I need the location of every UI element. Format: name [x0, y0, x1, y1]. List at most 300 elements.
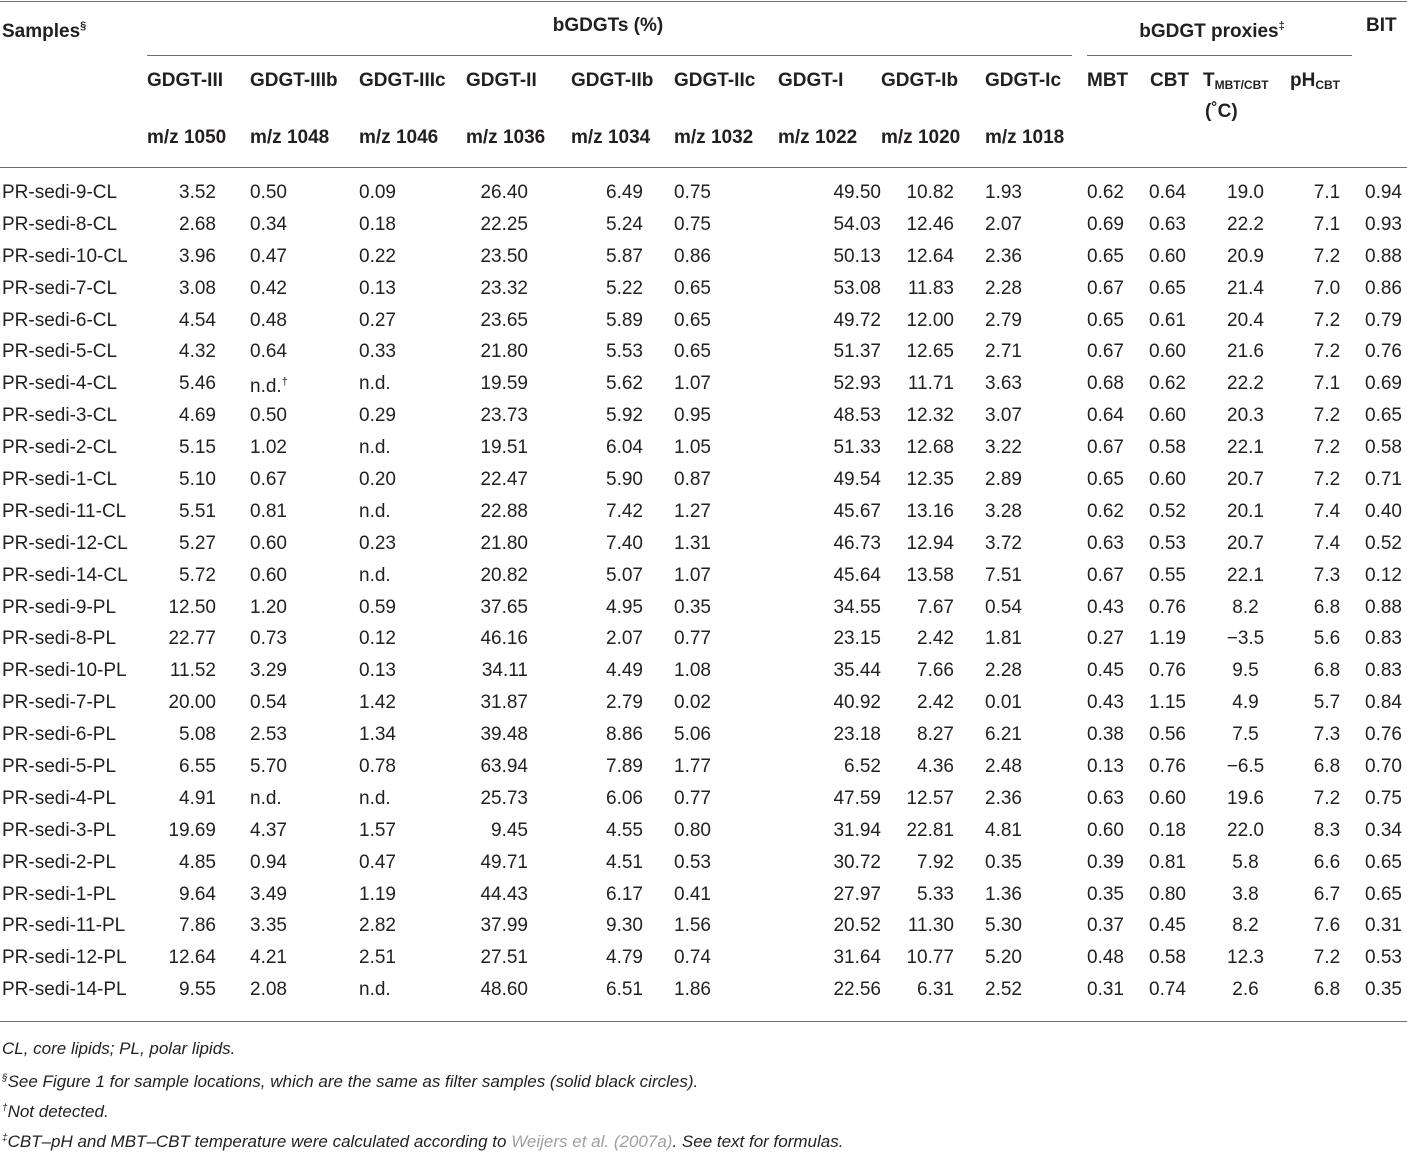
cell-gdgt-iii: 7.86 [179, 915, 216, 937]
table-row [0, 336, 1407, 368]
cell-sample: PR-sedi-6-PL [2, 724, 117, 746]
cell-ph-cbt: 7.1 [1313, 213, 1341, 235]
cell-gdgt-iii: 22.77 [168, 628, 216, 650]
cell-cbt: 0.65 [1149, 277, 1186, 299]
cell-gdgt-iiic: 0.78 [359, 755, 396, 777]
cell-gdgt-iib: 6.04 [606, 437, 643, 459]
cell-cbt: 0.18 [1149, 819, 1186, 841]
cell-bit: 0.84 [1365, 692, 1402, 714]
cell-gdgt-iiib: 0.60 [250, 564, 287, 586]
cell-ph-cbt: 7.4 [1313, 532, 1341, 554]
col-mz-1032: m/z 1032 [674, 127, 754, 148]
cell-gdgt-ic: 0.35 [985, 851, 1022, 873]
cell-bit: 0.52 [1365, 532, 1402, 554]
cell-bit: 0.58 [1365, 437, 1402, 459]
cell-gdgt-iii: 3.96 [179, 245, 216, 267]
cell-t-mbt-cbt: 20.7 [1227, 532, 1264, 554]
cell-gdgt-ic: 7.51 [985, 564, 1022, 586]
col-mz-1050: m/z 1050 [147, 127, 227, 148]
cell-cbt: 0.45 [1149, 915, 1186, 937]
cell-gdgt-iiib: 1.02 [250, 437, 287, 459]
bgdgt-group-rule [147, 55, 1072, 56]
weijers-reference-link[interactable]: Weijers et al. (2007a) [511, 1132, 673, 1151]
cell-ph-cbt: 7.2 [1313, 468, 1341, 490]
cell-gdgt-ib: 12.57 [906, 787, 954, 809]
cell-sample: PR-sedi-3-PL [2, 819, 117, 841]
cell-gdgt-iiic: n.d. [359, 437, 391, 459]
cell-t-mbt-cbt: 4.9 [1232, 692, 1259, 714]
cell-ph-cbt: 7.2 [1313, 947, 1341, 969]
cell-gdgt-iiic: 0.09 [359, 181, 396, 203]
cell-t-mbt-cbt: 9.5 [1232, 660, 1259, 682]
col-header-gdgt-iiic: GDGT-IIIc [359, 70, 446, 91]
cell-gdgt-iiib: 0.47 [250, 245, 287, 267]
cell-sample: PR-sedi-8-PL [2, 628, 117, 650]
cell-sample: PR-sedi-9-PL [2, 596, 117, 618]
cell-gdgt-ic: 5.30 [985, 915, 1022, 937]
footnote-section: §See Figure 1 for sample locations, which are the same as filter samples (solid black circles). [2, 1072, 699, 1091]
cell-gdgt-iii: 5.08 [179, 724, 216, 746]
cell-cbt: 0.76 [1149, 660, 1186, 682]
cell-gdgt-iiib: 0.60 [250, 532, 287, 554]
cell-sample: PR-sedi-7-PL [2, 692, 117, 714]
cell-mbt: 0.68 [1087, 373, 1124, 395]
cell-mbt: 0.35 [1087, 883, 1124, 905]
cell-gdgt-ic: 2.28 [985, 277, 1022, 299]
cell-mbt: 0.64 [1087, 405, 1124, 427]
cell-mbt: 0.65 [1087, 245, 1124, 267]
cell-gdgt-ib: 7.67 [917, 596, 954, 618]
cell-mbt: 0.27 [1087, 628, 1124, 650]
cell-gdgt-iii: 4.91 [179, 787, 216, 809]
cell-gdgt-iiic: n.d. [359, 500, 391, 522]
cell-t-mbt-cbt: 19.6 [1227, 787, 1264, 809]
cell-gdgt-ib: 2.42 [917, 692, 954, 714]
cell-gdgt-ib: 12.35 [906, 468, 954, 490]
cell-gdgt-iiib: 0.34 [250, 213, 287, 235]
col-mz-1046: m/z 1046 [359, 127, 439, 148]
cell-gdgt-iic: 0.65 [674, 277, 711, 299]
cell-gdgt-ic: 1.81 [985, 628, 1022, 650]
table-row [0, 942, 1407, 974]
cell-sample: PR-sedi-2-PL [2, 851, 117, 873]
cell-sample: PR-sedi-3-CL [2, 405, 118, 427]
cell-gdgt-iib: 6.51 [606, 979, 643, 1001]
cell-gdgt-iiib: 0.48 [250, 309, 287, 331]
col-header-gdgt-iii: GDGT-III [147, 70, 223, 91]
cell-gdgt-ib: 22.81 [906, 819, 954, 841]
cell-cbt: 0.76 [1149, 755, 1186, 777]
cell-gdgt-iiic: 1.57 [359, 819, 396, 841]
cell-gdgt-i: 48.53 [833, 405, 881, 427]
cell-gdgt-i: 49.72 [833, 309, 881, 331]
cell-gdgt-iib: 4.95 [606, 596, 643, 618]
cell-bit: 0.71 [1365, 468, 1402, 490]
cell-mbt: 0.48 [1087, 947, 1124, 969]
cell-gdgt-iib: 6.06 [606, 787, 643, 809]
cell-gdgt-ii: 21.80 [480, 532, 528, 554]
cell-gdgt-ib: 6.31 [917, 979, 954, 1001]
header-bit: BIT [1366, 15, 1397, 36]
cell-t-mbt-cbt: −6.5 [1226, 755, 1265, 777]
cell-sample: PR-sedi-2-CL [2, 437, 118, 459]
proxies-group-rule [1087, 55, 1352, 56]
cell-gdgt-i: 46.73 [833, 532, 881, 554]
cell-gdgt-iii: 5.51 [179, 500, 216, 522]
table-top-rule [0, 1, 1407, 2]
col-mz-1020: m/z 1020 [881, 127, 961, 148]
cell-mbt: 0.37 [1087, 915, 1124, 937]
cell-mbt: 0.62 [1087, 181, 1124, 203]
cell-gdgt-ib: 12.68 [906, 437, 954, 459]
cell-gdgt-iiib: 2.53 [250, 724, 287, 746]
cell-mbt: 0.67 [1087, 341, 1124, 363]
table-row [0, 751, 1407, 783]
cell-gdgt-ii: 23.73 [480, 405, 528, 427]
cell-ph-cbt: 7.3 [1313, 724, 1341, 746]
cell-mbt: 0.39 [1087, 851, 1124, 873]
cell-mbt: 0.60 [1087, 819, 1124, 841]
cell-bit: 0.83 [1365, 660, 1402, 682]
cell-gdgt-iiic: 0.20 [359, 468, 396, 490]
cell-gdgt-iic: 1.27 [674, 500, 711, 522]
header-proxies-group: bGDGT proxies‡ [1139, 20, 1285, 42]
cell-mbt: 0.63 [1087, 787, 1124, 809]
cell-t-mbt-cbt: 3.8 [1232, 883, 1259, 905]
cell-gdgt-ib: 4.36 [917, 755, 954, 777]
cell-gdgt-iiib: 0.64 [250, 341, 287, 363]
cell-bit: 0.88 [1365, 245, 1402, 267]
cell-mbt: 0.31 [1087, 979, 1124, 1001]
cell-t-mbt-cbt: 2.6 [1232, 979, 1259, 1001]
cell-gdgt-iii: 5.15 [179, 437, 216, 459]
cell-cbt: 0.60 [1149, 245, 1186, 267]
cell-gdgt-ii: 34.11 [481, 660, 528, 682]
cell-gdgt-ic: 2.48 [985, 755, 1022, 777]
cell-gdgt-iii: 12.64 [168, 947, 216, 969]
cell-bit: 0.65 [1365, 405, 1402, 427]
cell-gdgt-i: 27.97 [833, 883, 881, 905]
cell-ph-cbt: 5.6 [1313, 628, 1341, 650]
cell-cbt: 0.53 [1149, 532, 1186, 554]
cell-gdgt-ib: 13.58 [906, 564, 954, 586]
cell-gdgt-iic: 0.80 [674, 819, 711, 841]
cell-cbt: 0.61 [1149, 309, 1186, 331]
cell-gdgt-iiic: 0.23 [359, 532, 396, 554]
cell-cbt: 0.58 [1149, 437, 1186, 459]
cell-gdgt-iiib: 1.20 [250, 596, 287, 618]
table-row [0, 655, 1407, 687]
cell-gdgt-ii: 63.94 [480, 755, 528, 777]
cell-ph-cbt: 8.3 [1313, 819, 1341, 841]
cell-gdgt-i: 20.52 [833, 915, 881, 937]
cell-gdgt-iiib: 3.49 [250, 883, 287, 905]
table-row [0, 974, 1407, 1006]
cell-gdgt-iic: 1.07 [674, 564, 711, 586]
cell-gdgt-iic: 0.02 [674, 692, 711, 714]
cell-mbt: 0.69 [1087, 213, 1124, 235]
cell-gdgt-iiic: 0.12 [359, 628, 396, 650]
cell-gdgt-iib: 2.79 [606, 692, 643, 714]
cell-t-mbt-cbt: 20.3 [1227, 405, 1264, 427]
cell-gdgt-iii: 6.55 [179, 755, 216, 777]
cell-sample: PR-sedi-4-CL [2, 373, 118, 395]
cell-gdgt-iib: 8.86 [606, 724, 643, 746]
cell-gdgt-i: 51.37 [833, 341, 881, 363]
cell-gdgt-i: 34.55 [833, 596, 881, 618]
cell-gdgt-iic: 0.41 [674, 883, 711, 905]
cell-mbt: 0.65 [1087, 309, 1124, 331]
cell-t-mbt-cbt: 20.4 [1227, 309, 1264, 331]
cell-gdgt-ii: 49.71 [480, 851, 528, 873]
cell-gdgt-ic: 2.28 [985, 660, 1022, 682]
table-row [0, 209, 1407, 241]
cell-ph-cbt: 6.8 [1313, 755, 1341, 777]
cell-ph-cbt: 6.8 [1313, 596, 1341, 618]
cell-gdgt-iic: 1.08 [674, 660, 711, 682]
cell-gdgt-ic: 2.36 [985, 787, 1022, 809]
cell-gdgt-iib: 7.89 [606, 755, 643, 777]
cell-gdgt-iii: 5.46 [179, 373, 216, 395]
header-bgdgts-group: bGDGTs (%) [552, 15, 664, 36]
table-row [0, 847, 1407, 879]
cell-sample: PR-sedi-14-PL [2, 979, 127, 1001]
cell-gdgt-iii: 4.32 [179, 341, 216, 363]
table-row [0, 592, 1407, 624]
cell-ph-cbt: 6.6 [1313, 851, 1341, 873]
table-row [0, 815, 1407, 847]
cell-gdgt-ic: 2.79 [985, 309, 1022, 331]
cell-sample: PR-sedi-5-CL [2, 341, 118, 363]
cell-ph-cbt: 7.2 [1313, 437, 1341, 459]
cell-gdgt-ic: 3.72 [985, 532, 1022, 554]
cell-gdgt-iiic: 1.19 [359, 883, 396, 905]
cell-gdgt-iiib: 4.21 [250, 947, 287, 969]
cell-bit: 0.75 [1365, 787, 1402, 809]
cell-gdgt-iii: 3.08 [179, 277, 216, 299]
cell-t-mbt-cbt: 8.2 [1232, 915, 1259, 937]
cell-bit: 0.88 [1365, 596, 1402, 618]
cell-gdgt-iii: 4.85 [179, 851, 216, 873]
cell-ph-cbt: 7.2 [1313, 341, 1341, 363]
cell-gdgt-iii: 5.72 [179, 564, 216, 586]
cell-ph-cbt: 7.0 [1313, 277, 1341, 299]
cell-gdgt-ib: 5.33 [917, 883, 954, 905]
cell-gdgt-ib: 13.16 [906, 500, 954, 522]
cell-gdgt-ib: 11.30 [907, 915, 954, 937]
cell-cbt: 0.60 [1149, 341, 1186, 363]
cell-gdgt-iiic: n.d. [359, 373, 391, 395]
cell-gdgt-iiib: 0.94 [250, 851, 287, 873]
cell-mbt: 0.65 [1087, 468, 1124, 490]
cell-gdgt-iiib: 0.50 [250, 405, 287, 427]
cell-gdgt-iic: 1.05 [674, 437, 711, 459]
cell-gdgt-iiib: 2.08 [250, 979, 287, 1001]
cell-cbt: 1.19 [1149, 628, 1186, 650]
cell-gdgt-ib: 12.94 [906, 532, 954, 554]
data-table [0, 177, 1407, 1006]
cell-gdgt-iiic: 0.33 [359, 341, 396, 363]
cell-gdgt-iib: 6.49 [606, 181, 643, 203]
cell-cbt: 0.56 [1149, 724, 1186, 746]
cell-gdgt-iic: 1.77 [674, 755, 711, 777]
cell-ph-cbt: 6.8 [1313, 979, 1341, 1001]
cell-gdgt-iic: 0.95 [674, 405, 711, 427]
cell-gdgt-iii: 3.52 [179, 181, 216, 203]
cell-ph-cbt: 5.7 [1313, 692, 1341, 714]
cell-mbt: 0.38 [1087, 724, 1124, 746]
cell-mbt: 0.62 [1087, 500, 1124, 522]
col-header-gdgt-ic: GDGT-Ic [985, 70, 1062, 91]
cell-gdgt-iii: 4.69 [179, 405, 216, 427]
cell-t-mbt-cbt: 20.1 [1227, 500, 1264, 522]
cell-gdgt-ib: 12.65 [906, 341, 954, 363]
col-mz-1048: m/z 1048 [250, 127, 330, 148]
cell-gdgt-i: 52.93 [833, 373, 881, 395]
cell-gdgt-iiib: 3.29 [250, 660, 287, 682]
cell-sample: PR-sedi-11-PL [2, 915, 126, 937]
cell-gdgt-i: 23.18 [833, 724, 881, 746]
col-header-cbt: CBT [1150, 70, 1190, 91]
cell-gdgt-iiic: 0.29 [359, 405, 396, 427]
cell-gdgt-iiib: n.d. [250, 787, 282, 809]
cell-gdgt-ic: 2.89 [985, 468, 1022, 490]
cell-gdgt-iiib: 0.50 [250, 181, 287, 203]
cell-gdgt-iib: 5.07 [606, 564, 643, 586]
cell-gdgt-i: 45.67 [833, 500, 881, 522]
cell-gdgt-iii: 2.68 [179, 213, 216, 235]
cell-gdgt-i: 22.56 [833, 979, 881, 1001]
cell-cbt: 0.58 [1149, 947, 1186, 969]
cell-gdgt-iic: 0.75 [674, 181, 711, 203]
cell-gdgt-ib: 7.92 [917, 851, 954, 873]
cell-gdgt-iiic: n.d. [359, 979, 391, 1001]
cell-gdgt-i: 31.94 [833, 819, 881, 841]
cell-mbt: 0.63 [1087, 532, 1124, 554]
cell-gdgt-iib: 7.40 [606, 532, 643, 554]
cell-gdgt-iib: 5.22 [606, 277, 643, 299]
cell-ph-cbt: 7.3 [1313, 564, 1341, 586]
cell-gdgt-ic: 0.01 [985, 692, 1022, 714]
cell-ph-cbt: 7.2 [1313, 309, 1341, 331]
cell-gdgt-ii: 19.51 [480, 437, 528, 459]
footnote-abbreviations: CL, core lipids; PL, polar lipids. [2, 1039, 236, 1058]
cell-gdgt-iiic: 0.27 [359, 309, 396, 331]
cell-gdgt-iib: 4.79 [606, 947, 643, 969]
cell-gdgt-iic: 0.65 [674, 341, 711, 363]
col-header-gdgt-i: GDGT-I [778, 70, 844, 91]
cell-t-mbt-cbt: 22.1 [1227, 437, 1264, 459]
cell-gdgt-iib: 4.49 [606, 660, 643, 682]
cell-gdgt-iiic: 0.18 [359, 213, 396, 235]
cell-gdgt-iii: 4.54 [179, 309, 216, 331]
cell-gdgt-iib: 5.24 [606, 213, 643, 235]
cell-gdgt-iii: 11.52 [169, 660, 216, 682]
table-row [0, 783, 1407, 815]
cell-gdgt-ic: 0.54 [985, 596, 1022, 618]
cell-sample: PR-sedi-7-CL [2, 277, 118, 299]
cell-gdgt-i: 45.64 [833, 564, 881, 586]
cell-cbt: 0.81 [1149, 851, 1186, 873]
col-header-gdgt-iib: GDGT-IIb [571, 70, 654, 91]
cell-ph-cbt: 7.6 [1313, 915, 1341, 937]
table-row [0, 177, 1407, 209]
cell-gdgt-iic: 1.07 [674, 373, 711, 395]
cell-gdgt-iib: 6.17 [606, 883, 643, 905]
cell-gdgt-iib: 9.30 [606, 915, 643, 937]
cell-gdgt-ii: 9.45 [491, 819, 528, 841]
cell-t-mbt-cbt: 22.0 [1227, 819, 1264, 841]
cell-gdgt-ii: 23.32 [480, 277, 528, 299]
table-row [0, 432, 1407, 464]
cell-t-mbt-cbt: 21.4 [1227, 277, 1264, 299]
cell-bit: 0.40 [1365, 500, 1402, 522]
cell-gdgt-iiic: 0.13 [359, 660, 396, 682]
cell-cbt: 1.15 [1149, 692, 1186, 714]
cell-gdgt-ii: 46.16 [480, 628, 528, 650]
cell-gdgt-iii: 9.55 [179, 979, 216, 1001]
header-samples: Samples§ [2, 20, 87, 42]
cell-ph-cbt: 7.1 [1313, 181, 1341, 203]
table-row [0, 464, 1407, 496]
cell-gdgt-iic: 1.56 [674, 915, 711, 937]
cell-gdgt-i: 6.52 [844, 755, 881, 777]
cell-gdgt-ii: 37.65 [480, 596, 528, 618]
cell-sample: PR-sedi-10-CL [2, 245, 128, 267]
cell-gdgt-ii: 22.47 [480, 468, 528, 490]
cell-bit: 0.53 [1365, 947, 1402, 969]
cell-bit: 0.94 [1365, 181, 1402, 203]
cell-bit: 0.70 [1365, 755, 1402, 777]
cell-cbt: 0.74 [1149, 979, 1186, 1001]
cell-gdgt-iic: 1.31 [674, 532, 711, 554]
cell-gdgt-ii: 20.82 [480, 564, 528, 586]
cell-ph-cbt: 6.8 [1313, 660, 1341, 682]
cell-bit: 0.86 [1365, 277, 1402, 299]
cell-mbt: 0.43 [1087, 596, 1124, 618]
cell-mbt: 0.67 [1087, 277, 1124, 299]
cell-gdgt-iii: 20.00 [168, 692, 216, 714]
cell-sample: PR-sedi-1-PL [2, 883, 117, 905]
cell-gdgt-iib: 2.07 [606, 628, 643, 650]
cell-ph-cbt: 7.2 [1313, 245, 1341, 267]
cell-gdgt-iib: 5.53 [606, 341, 643, 363]
cell-cbt: 0.80 [1149, 883, 1186, 905]
cell-gdgt-ib: 11.83 [907, 277, 954, 299]
table-row [0, 910, 1407, 942]
cell-gdgt-iib: 5.62 [606, 373, 643, 395]
cell-gdgt-iib: 7.42 [606, 500, 643, 522]
cell-gdgt-ii: 26.40 [480, 181, 528, 203]
cell-gdgt-iiic: n.d. [359, 787, 391, 809]
table-row [0, 241, 1407, 273]
cell-cbt: 0.60 [1149, 405, 1186, 427]
col-header-gdgt-iiib: GDGT-IIIb [250, 70, 338, 91]
cell-gdgt-ic: 2.07 [985, 213, 1022, 235]
cell-t-mbt-cbt: 12.3 [1227, 947, 1264, 969]
cell-gdgt-ii: 23.50 [480, 245, 528, 267]
col-header-mbt: MBT [1087, 70, 1129, 91]
table-row [0, 305, 1407, 337]
cell-sample: PR-sedi-12-PL [2, 947, 127, 969]
cell-ph-cbt: 7.2 [1313, 405, 1341, 427]
cell-gdgt-i: 51.33 [833, 437, 881, 459]
cell-gdgt-i: 40.92 [833, 692, 881, 714]
cell-gdgt-iii: 19.69 [168, 819, 216, 841]
cell-gdgt-iii: 5.10 [179, 468, 216, 490]
cell-t-mbt-cbt: 22.1 [1227, 564, 1264, 586]
table-body [0, 177, 1407, 1006]
